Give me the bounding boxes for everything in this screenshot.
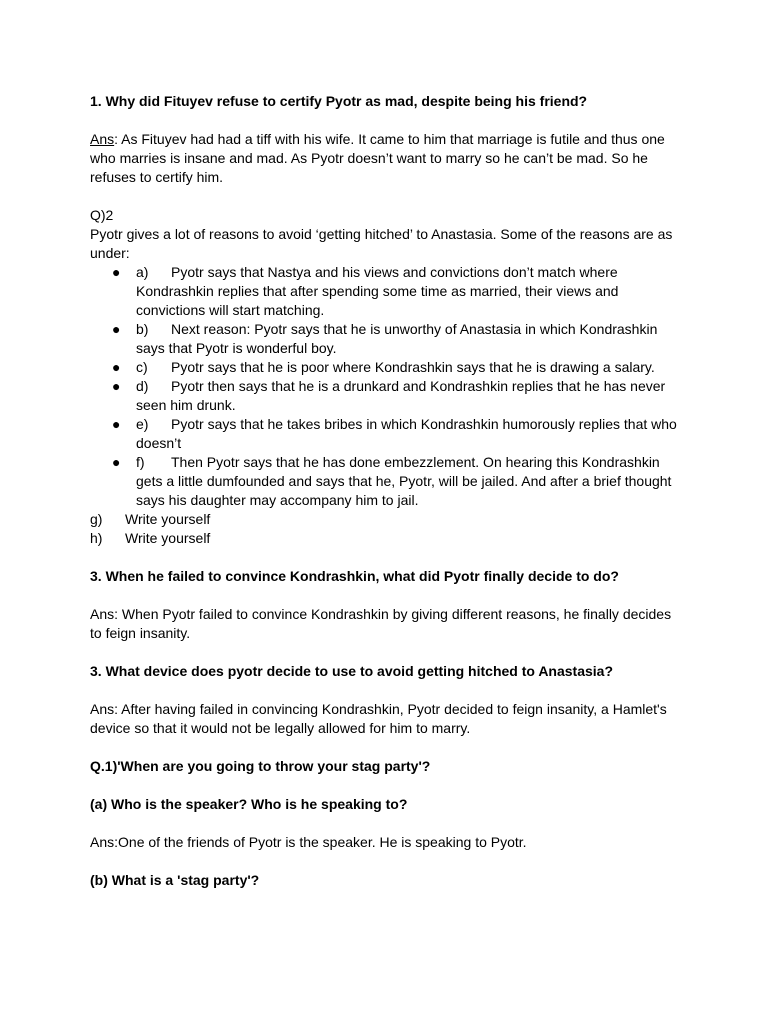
question-4b: (b) What is a 'stag party'?	[90, 872, 260, 888]
question-3b: 3. What device does pyotr decide to use to avoid getting hitched to Anastasia?	[90, 663, 614, 679]
list-item-letter: g)	[90, 511, 103, 527]
question-2-label: Q)2	[90, 207, 114, 223]
question-4a: (a) Who is the speaker? Who is he speaking to?	[90, 796, 408, 812]
list-item	[90, 263, 680, 320]
list-item-letter: f)	[136, 454, 145, 470]
list-item-text: Pyotr says that he takes bribes in which Kondrashkin humorously replies that who doesn’t	[136, 416, 677, 451]
question-1: 1. Why did Fituyev refuse to certify Pyotr as mad, despite being his friend?	[90, 93, 588, 109]
list-item-text: Pyotr says that he is poor where Kondrashkin says that he is drawing a salary.	[171, 359, 655, 375]
answer-1-label: Ans	[90, 131, 115, 147]
list-item-text: Pyotr then says that he is a drunkard and Kondrashkin replies that he has never seen him drunk.	[136, 378, 666, 413]
list-item-letter: c)	[136, 359, 148, 375]
bullet-icon: ●	[112, 378, 121, 394]
list-item	[90, 453, 680, 510]
list-item-text: Pyotr says that Nastya and his views and convictions don’t match where Kondrashkin replies that after spending some time as married, their views and convictions will start matching.	[136, 264, 619, 318]
list-item-text: Write yourself	[125, 511, 211, 527]
question-2-intro: Pyotr gives a lot of reasons to avoid ‘getting hitched’ to Anastasia. Some of the reasons are as under:	[90, 226, 673, 261]
list-item	[90, 529, 680, 548]
answer-3a: Ans: When Pyotr failed to convince Kondrashkin by giving different reasons, he finally decides to feign insanity.	[90, 606, 672, 641]
question-3a: 3. When he failed to convince Kondrashkin, what did Pyotr finally decide to do?	[90, 568, 619, 584]
reasons-list	[90, 263, 680, 510]
list-item-letter: e)	[136, 416, 149, 432]
list-item-letter: h)	[90, 530, 103, 546]
list-item	[90, 510, 680, 529]
list-item	[90, 415, 680, 453]
bullet-icon: ●	[112, 359, 121, 375]
question-4: Q.1)'When are you going to throw your stag party'?	[90, 758, 431, 774]
answer-1	[90, 130, 680, 187]
list-item-text: Then Pyotr says that he has done embezzlement. On hearing this Kondrashkin gets a little dumfounded and says that he, Pyotr, will be jailed. And after a brief thought says his daughter may accompany him to jail.	[136, 454, 672, 508]
list-item-text: Next reason: Pyotr says that he is unworthy of Anastasia in which Kondrashkin says that Pyotr is wonderful boy.	[136, 321, 658, 356]
document-page	[90, 92, 680, 890]
bullet-icon: ●	[112, 321, 121, 337]
bullet-icon: ●	[112, 416, 121, 432]
list-item	[90, 320, 680, 358]
bullet-icon: ●	[112, 264, 121, 280]
answer-3b: Ans: After having failed in convincing Kondrashkin, Pyotr decided to feign insanity, a Hamlet's device so that it would not be legally allowed for him to marry.	[90, 701, 667, 736]
list-item-letter: a)	[136, 264, 149, 280]
answer-1-text: : As Fituyev had had a tiff with his wife. It came to him that marriage is futile and thus one who marries is insane and mad. As Pyotr doesn’t want to marry so he can’t be mad. So he refuses to certify him.	[90, 131, 665, 185]
list-item-text: Write yourself	[125, 530, 211, 546]
list-item-letter: d)	[136, 378, 149, 394]
list-item	[90, 358, 680, 377]
answer-4a: Ans:One of the friends of Pyotr is the speaker. He is speaking to Pyotr.	[90, 834, 527, 850]
list-item-letter: b)	[136, 321, 149, 337]
bullet-icon: ●	[112, 454, 121, 470]
list-item	[90, 377, 680, 415]
